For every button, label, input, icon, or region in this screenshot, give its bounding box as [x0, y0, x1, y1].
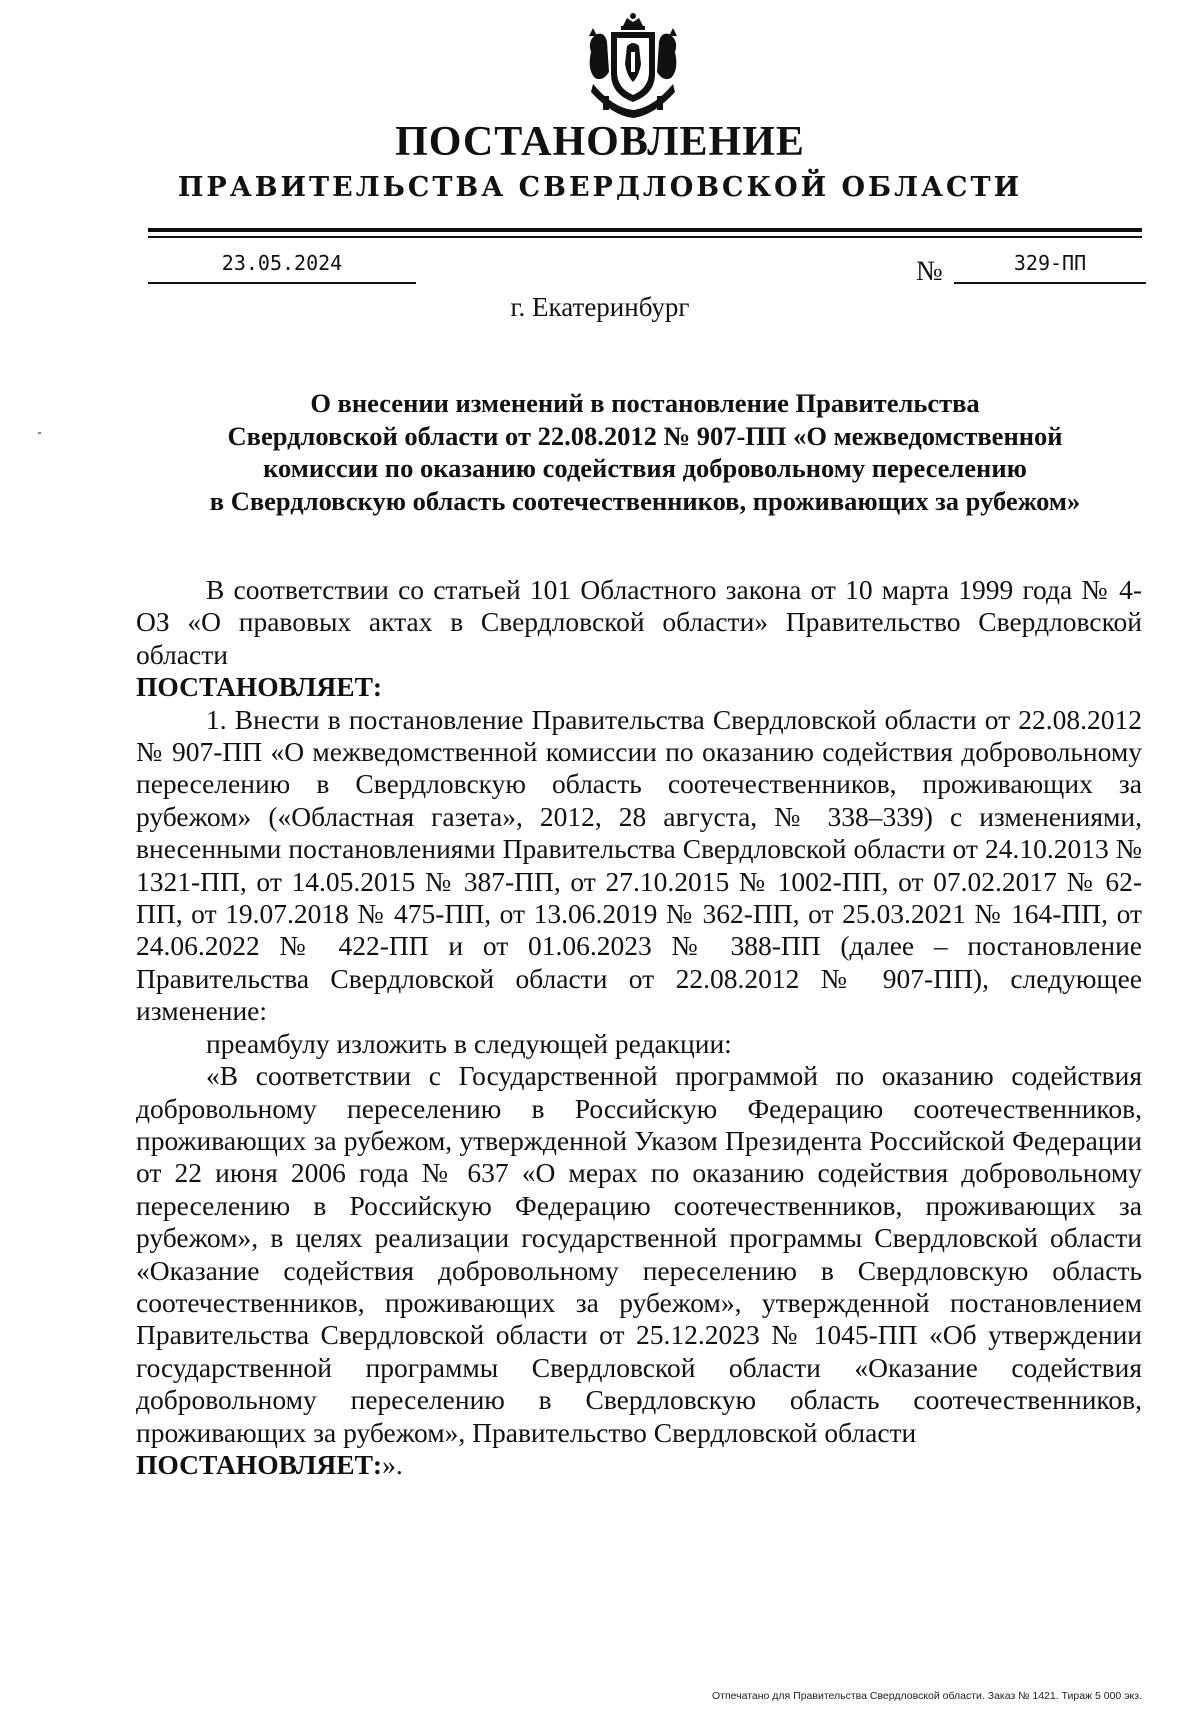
heading-line: Свердловской области от 22.08.2012 № 907-ПП «О межведомственной	[227, 420, 1063, 451]
intro-paragraph: В соответствии со статьей 101 Областного закона от 10 марта 1999 года № 4-ОЗ «О правовых актах в Свердловской области» Правительство Свердловской области	[136, 574, 1142, 670]
heading-line: в Свердловскую область соотечественников, проживающих за рубежом»	[209, 485, 1081, 516]
document-body	[136, 574, 1142, 1481]
header-divider-thick	[148, 228, 1142, 232]
document-city: г. Екатеринбург	[510, 292, 690, 322]
preamble-text-paragraph: «В соответствии с Государственной программой по оказанию содействия добровольному переселению в Российскую Федерацию соотечественников, проживающих за рубежом, утвержденной Указом Президента Российской Федерации от 22 июня 2006 года № 637 «О мерах по оказанию содействия добровольному переселению в Российскую Федерацию соотечественников, проживающих за рубежом», в целях реализации государственной программы Свердловской области «Оказание содействия добровольному переселению в Свердловскую область соотечественников, проживающих за рубежом», утвержденной постановлением Правительства Свердловской области от 25.12.2023 № 1045-ПП «Об утверждении государственной программы Свердловской области «Оказание содействия добровольному переселению в Свердловскую область соотечественников, проживающих за рубежом», Правительство Свердловской области	[136, 1060, 1142, 1448]
scan-speck	[38, 432, 41, 434]
document-date: 23.05.2024	[148, 250, 416, 284]
heading-line: О внесении изменений в постановление Правительства	[310, 388, 980, 418]
number-sign: №	[916, 256, 943, 287]
issuing-authority: ПРАВИТЕЛЬСТВА СВЕРДЛОВСКОЙ ОБЛАСТИ	[177, 172, 1023, 203]
document-type-title: ПОСТАНОВЛЕНИЕ	[395, 119, 805, 165]
document-heading	[148, 387, 1142, 517]
final-decree-keyword: ПОСТАНОВЛЯЕТ:	[136, 1448, 383, 1480]
heading-line: комиссии по оказанию содействия добровольному переселению	[263, 453, 1027, 483]
decree-keyword: ПОСТАНОВЛЯЕТ:	[136, 671, 383, 703]
document-number: 329-ПП	[954, 250, 1146, 284]
coat-of-arms-emblem	[583, 12, 683, 120]
item-1-paragraph: 1. Внести в постановление Правительства Свердловской области от 22.08.2012 № 907-ПП «О межведомственной комиссии по оказанию содействия добровольному переселению в Свердловскую область соотечественников, проживающих за рубежом» («Областная газета», 2012, 28 августа, № 338–339) с изменениями, внесенными постановлениями Правительства Свердловской области от 24.10.2013 № 1321-ПП, от 14.05.2015 № 387-ПП, от 27.10.2015 № 1002-ПП, от 07.02.2017 № 62-ПП, от 19.07.2018 № 475-ПП, от 13.06.2019 № 362-ПП, от 25.03.2021 № 164-ПП, от 24.06.2022 № 422-ПП и от 01.06.2023 № 388-ПП (далее – постановление Правительства Свердловской области от 22.08.2012 № 907-ПП), следующее изменение:	[136, 703, 1142, 1027]
preamble-intro-paragraph: преамбулу изложить в следующей редакции:	[206, 1027, 732, 1059]
header-divider-thin	[148, 236, 1142, 238]
print-footer: Отпечатано для Правительства Свердловской области. Заказ № 1421. Тираж 5 000 экз.	[711, 1690, 1142, 1702]
final-decree-line	[136, 1449, 1142, 1481]
final-decree-tail: ».	[382, 1448, 403, 1480]
